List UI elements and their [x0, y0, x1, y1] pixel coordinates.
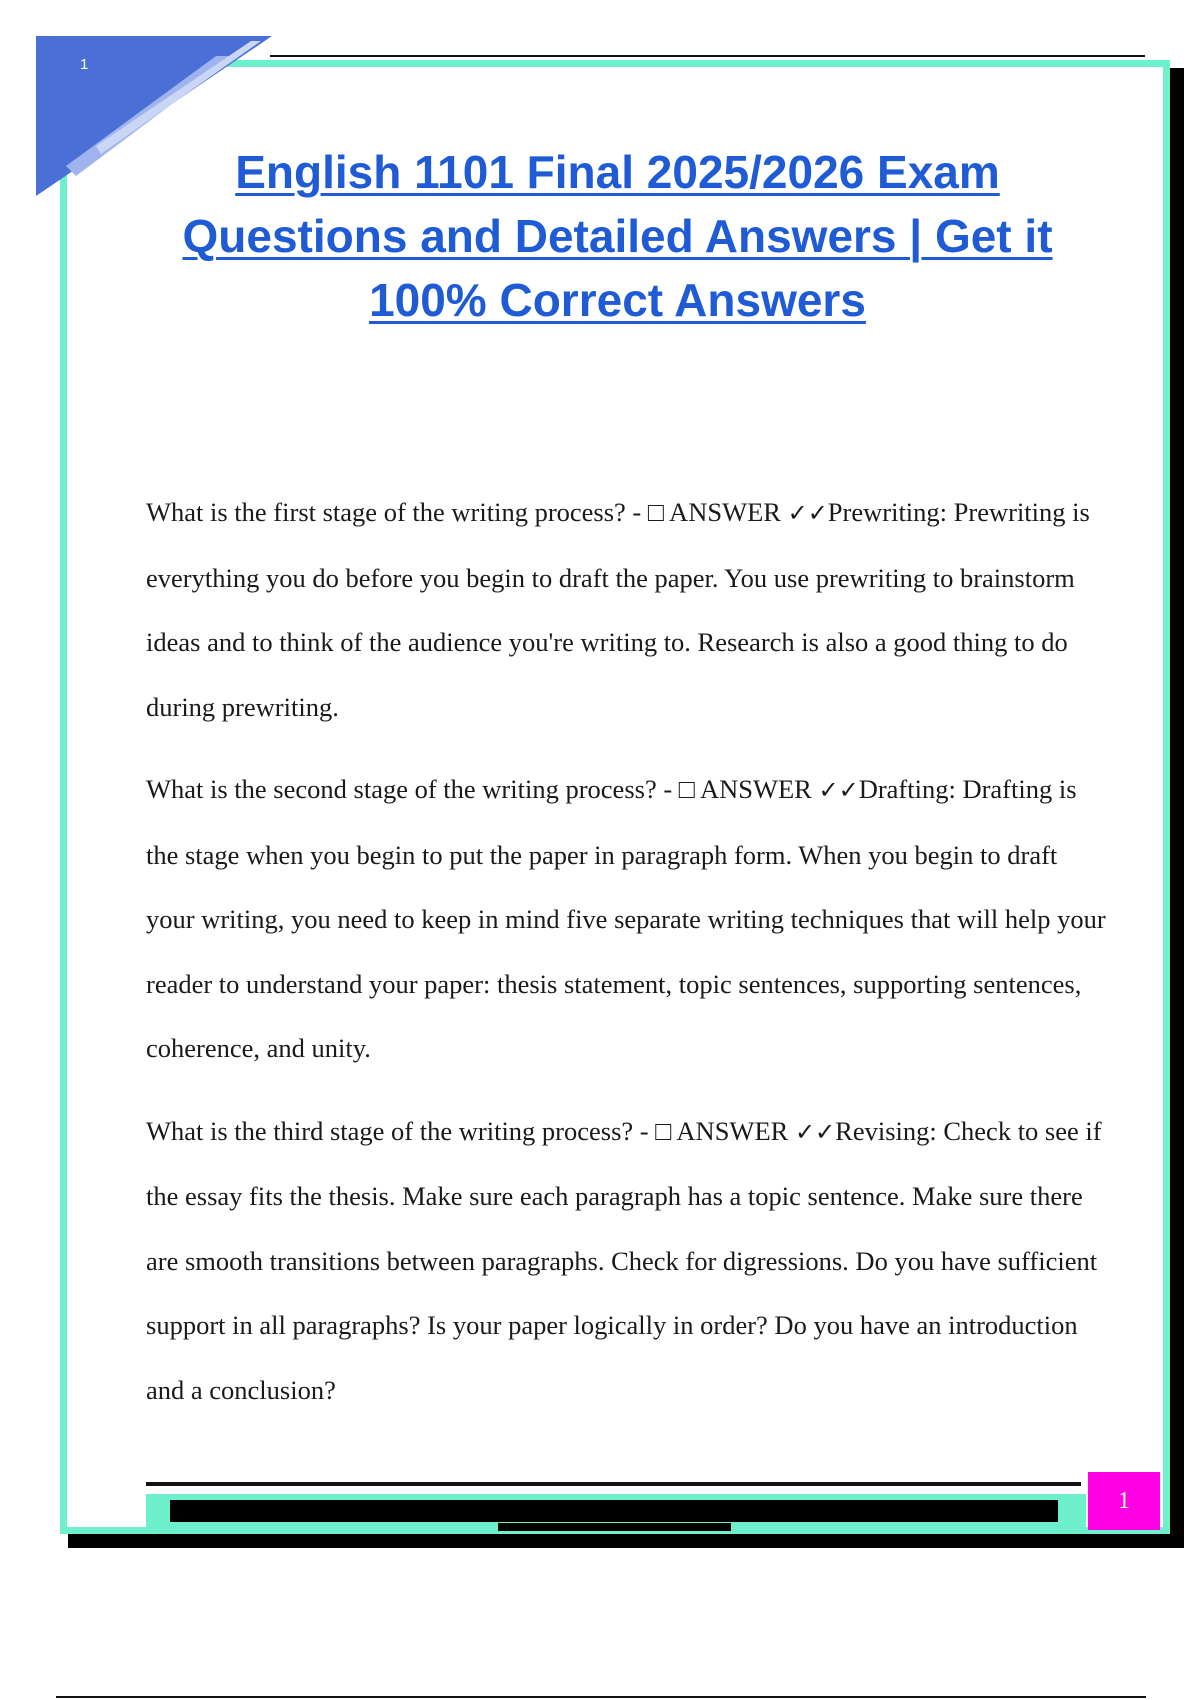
footer-bar-small	[498, 1523, 731, 1531]
corner-number: 1	[80, 56, 89, 73]
top-rule	[270, 55, 1145, 57]
title-line-2: Questions and Detailed Answers | Get it	[182, 210, 1053, 262]
question-text: What is the second stage of the writing process? - □ ANSWER	[146, 774, 819, 804]
qa-item	[146, 480, 1106, 739]
question-text: What is the first stage of the writing process? - □ ANSWER	[146, 497, 788, 527]
footer-rule	[146, 1482, 1081, 1486]
title-line-1: English 1101 Final 2025/2026 Exam	[235, 146, 1000, 198]
checkmark-icon: ✓✓	[787, 499, 828, 527]
qa-list	[146, 480, 1106, 1440]
qa-item	[146, 757, 1106, 1081]
title-line-3: 100% Correct Answers	[369, 274, 866, 326]
answer-text: Prewriting: Prewriting is everything you do before you begin to draft the paper. You use prewriting to brainstorm ideas and to think of the audience you're writing to. Research is also a good thing to do during prewriting.	[146, 497, 1090, 722]
bottom-rule	[56, 1696, 1146, 1698]
qa-item	[146, 1099, 1106, 1423]
answer-text: Drafting: Drafting is the stage when you begin to put the paper in paragraph form. When you begin to draft your writing, you need to keep in mind five separate writing techniques that will help your reader to understand your paper: thesis statement, topic sentences, supporting sentences, coherence, and unity.	[146, 774, 1106, 1063]
checkmark-icon: ✓✓	[794, 1117, 836, 1146]
document-title	[120, 140, 1115, 332]
question-text: What is the third stage of the writing process? - □ ANSWER	[146, 1115, 795, 1146]
footer-bar	[170, 1500, 1058, 1522]
checkmark-icon: ✓✓	[818, 776, 859, 804]
page-number: 1	[1088, 1472, 1160, 1530]
answer-text: Revising: Check to see if the essay fits the thesis. Make sure each paragraph has a topic sentence. Make sure there are smooth transitions between paragraphs. Check for digressions. Do you have sufficient support in all paragraphs? Is your paper logically in order? Do you have an introduction and a conclusion?	[146, 1115, 1102, 1405]
